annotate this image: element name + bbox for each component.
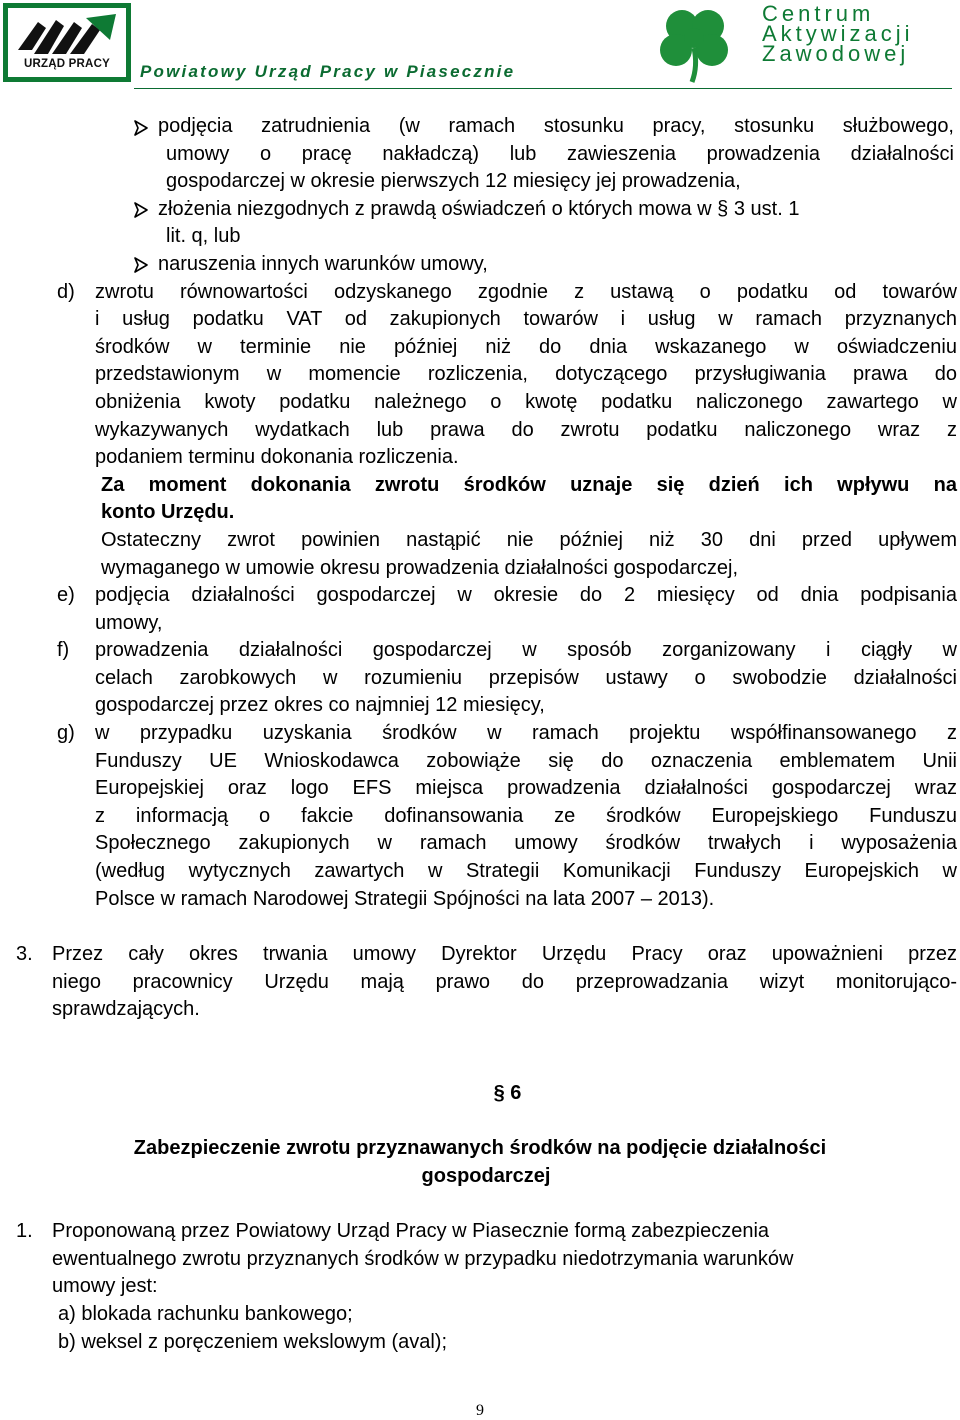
section-number: § 6 <box>493 1082 522 1104</box>
arrows-icon <box>12 10 122 58</box>
item-d-marker: d) <box>57 281 75 303</box>
item-g-line: Funduszy UE Wnioskodawca zobowiąże się do oznaczenia emblematem Unii <box>95 750 957 772</box>
item-g-line: Europejskiej oraz logo EFS miejsca prowadzenia działalności gospodarczej wraz <box>95 777 957 799</box>
office-name: Powiatowy Urząd Pracy w Piasecznie <box>140 62 516 81</box>
bullet-2-line-2: lit. q, lub <box>166 225 241 247</box>
page-number: 9 <box>476 1402 484 1419</box>
item-d-line: obniżenia kwoty podatku należnego o kwotę podatku naliczonego zawartego w <box>95 391 957 413</box>
point-1-option: a) blokada rachunku bankowego; <box>58 1303 353 1325</box>
bullet-arrow-icon <box>133 257 149 273</box>
point-1-line: ewentualnego zwrotu przyznanych środków w przypadku niedotrzymania warunków <box>52 1248 794 1270</box>
item-f-line: celach zarobkowych w rozumieniu przepisów ustawy o swobodzie działalności <box>95 667 957 689</box>
clover-logo-icon <box>646 4 746 86</box>
item-g-line: Polsce w ramach Narodowej Strategii Spójności na lata 2007 – 2013). <box>95 888 715 910</box>
point-1-option: b) weksel z poręczeniem wekslowym (aval); <box>58 1331 448 1353</box>
bullet-1-line-2: umowy o pracę nakładczą) lub zawieszenia prowadzenia działalności <box>166 143 954 165</box>
item-d-line: wykazywanych wydatkach lub prawa do zwrotu podatku naliczonego wraz z <box>95 419 957 441</box>
point-1-marker: 1. <box>16 1220 33 1242</box>
point-1-line: umowy jest: <box>52 1275 158 1297</box>
item-d-line: środków w terminie nie później niż do dnia wskazanego w oświadczeniu <box>95 336 957 358</box>
bullet-arrow-icon <box>133 202 149 218</box>
item-g-line: (według wytycznych zawartych w Strategii Komunikacji Funduszy Europejskich w <box>95 860 957 882</box>
bullet-2-line-1: złożenia niezgodnych z prawdą oświadczeń o których mowa w § 3 ust. 1 <box>158 198 800 220</box>
item-d-line: zwrotu równowartości odzyskanego zgodnie z ustawą o podatku od towarów <box>95 281 957 303</box>
point-1-line: Proponowaną przez Powiatowy Urząd Pracy w Piasecznie formą zabezpieczenia <box>52 1220 770 1242</box>
item-f-marker: f) <box>57 639 70 661</box>
partner-logo-text <box>762 1 914 66</box>
item-g-line: w przypadku uzyskania środków w ramach projektu współfinansowanego z <box>95 722 957 744</box>
item-d-extra-line: wymaganego w umowie okresu prowadzenia działalności gospodarczej, <box>101 557 739 579</box>
item-d-bold-line: konto Urzędu. <box>101 501 235 523</box>
header-divider <box>134 88 952 89</box>
item-d-line: podaniem terminu dokonania rozliczenia. <box>95 446 459 468</box>
logo-text: URZĄD PRACY <box>24 58 110 70</box>
item-g-line: z informacją o fakcie dofinansowania ze środków Europejskiego Funduszu <box>95 805 957 827</box>
point-3-line: Przez cały okres trwania umowy Dyrektor Urzędu Pracy oraz upoważnieni przez <box>52 943 957 965</box>
item-d-extra-line: Ostateczny zwrot powinien nastąpić nie później niż 30 dni przed upływem <box>101 529 957 551</box>
item-f-line: gospodarczej przez okres co najmniej 12 miesięcy, <box>95 694 545 716</box>
urzad-pracy-logo <box>3 3 131 82</box>
section-title-line-2: gospodarczej <box>421 1165 551 1187</box>
bullet-1-line-1: podjęcia zatrudnienia (w ramach stosunku pracy, stosunku służbowego, <box>158 115 954 137</box>
bullet-1-line-3: gospodarczej w okresie pierwszych 12 miesięcy jej prowadzenia, <box>166 170 741 192</box>
partner-line-3: Zawodowej <box>762 41 910 66</box>
item-e-line: umowy, <box>95 612 163 634</box>
section-title-line-1: Zabezpieczenie zwrotu przyznawanych środków na podjęcie działalności <box>133 1137 827 1159</box>
item-g-marker: g) <box>57 722 75 744</box>
bullet-3-line-1: naruszenia innych warunków umowy, <box>158 253 488 275</box>
point-3-line: sprawdzających. <box>52 998 200 1020</box>
bullet-arrow-icon <box>133 120 149 136</box>
partner-line-1: Centrum <box>762 1 875 26</box>
page-header <box>0 0 960 92</box>
item-f-line: prowadzenia działalności gospodarczej w sposób zorganizowany i ciągły w <box>95 639 957 661</box>
item-e-marker: e) <box>57 584 75 606</box>
point-3-marker: 3. <box>16 943 33 965</box>
point-3-line: niego pracownicy Urzędu mają prawo do przeprowadzania wizyt monitorująco- <box>52 971 957 993</box>
item-d-line: i usług podatku VAT od zakupionych towarów i usług w ramach przyznanych <box>95 308 957 330</box>
item-g-line: Społecznego zakupionych w ramach umowy środków trwałych i wyposażenia <box>95 832 957 854</box>
item-d-bold-line: Za moment dokonania zwrotu środków uznaje się dzień ich wpływu na <box>101 474 957 496</box>
partner-line-2: Aktywizacji <box>762 21 914 46</box>
item-e-line: podjęcia działalności gospodarczej w okresie do 2 miesięcy od dnia podpisania <box>95 584 957 606</box>
item-d-line: przedstawionym w momencie rozliczenia, dotyczącego przysługiwania prawa do <box>95 363 957 385</box>
